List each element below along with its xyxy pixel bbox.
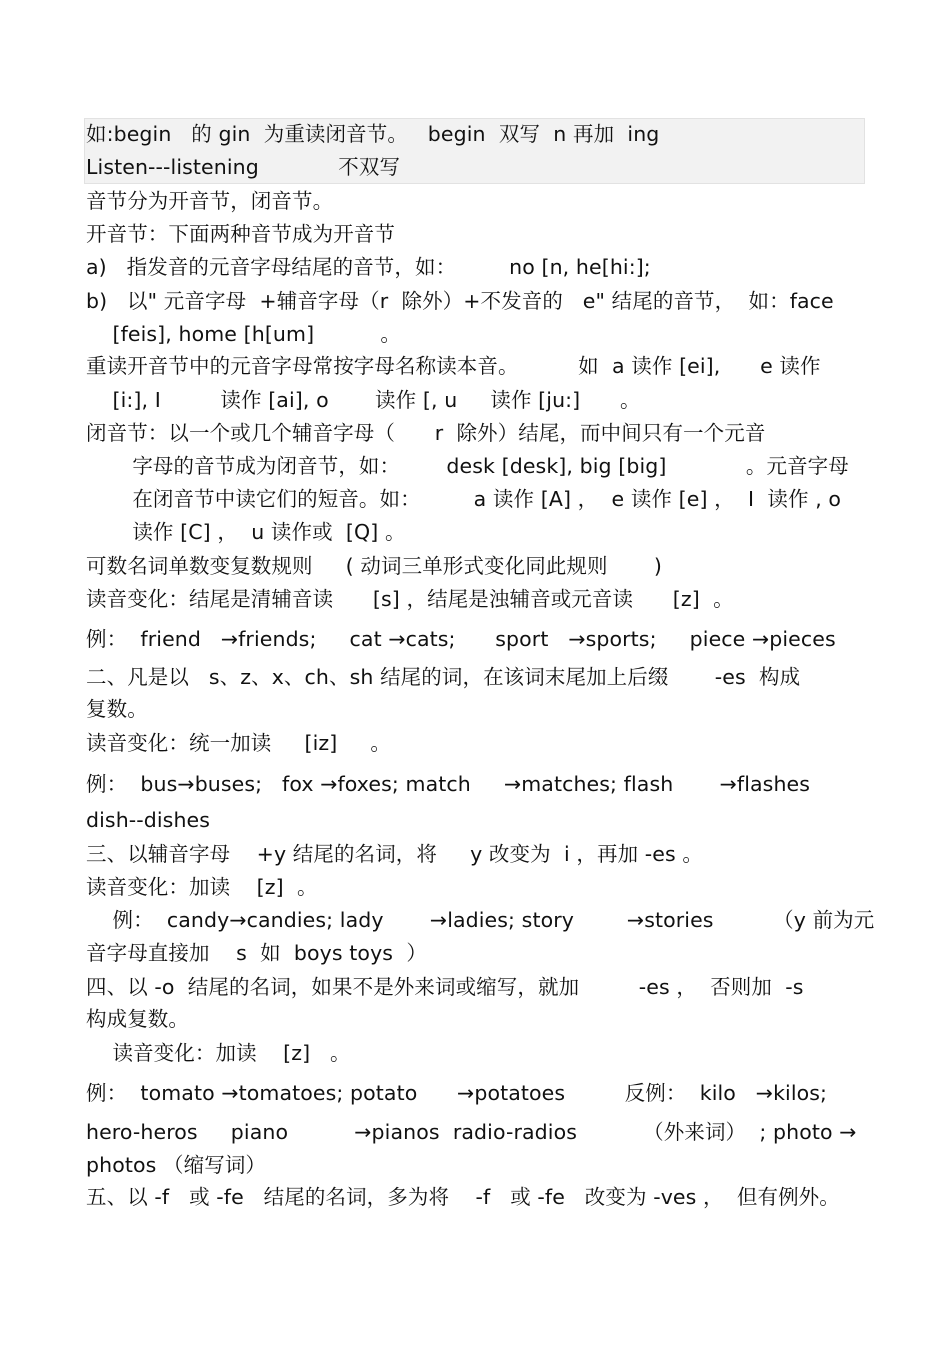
- text-line: [i:], I 读作 [ai], o 读作 [, u 读作 [ju:] 。: [86, 388, 641, 412]
- text-line: a) 指发音的元音字母结尾的音节，如： no [n, he[hi:];: [86, 255, 651, 279]
- text-line: 例： candy→candies; lady →ladies; story →stories （y 前为元: [86, 908, 875, 932]
- text-line: hero-heros piano →pianos radio-radios （外来词） ; photo →: [86, 1120, 857, 1144]
- text-line: 二、凡是以 s、z、x、ch、sh 结尾的词，在该词末尾加上后缀 -es 构成: [86, 665, 801, 689]
- text-line: 可数名词单数变复数规则 ( 动词三单形式变化同此规则 ): [86, 554, 663, 578]
- text-line: 读音变化：结尾是清辅音读 [s] ，结尾是浊辅音或元音读 [z] 。: [86, 587, 734, 611]
- text-line: 三、以辅音字母 +y 结尾的名词，将 y 改变为 i ，再加 -es 。: [86, 842, 703, 866]
- text-line: [feis], home [h[um] 。: [86, 322, 401, 346]
- text-line: 开音节：下面两种音节成为开音节: [86, 222, 395, 246]
- text-line: 在闭音节中读它们的短音。如： a 读作 [A] ， e 读作 [e] ， I 读作 , o: [86, 487, 842, 511]
- text-line: 五、以 -f 或 -fe 结尾的名词，多为将 -f 或 -fe 改变为 -ves ， 但有例外。: [86, 1185, 840, 1209]
- text-line: 字母的音节成为闭音节，如： desk [desk], big [big] 。元音字母: [86, 454, 849, 478]
- text-line: 读音变化：加读 [z] 。: [86, 875, 318, 899]
- text-line: 重读开音节中的元音字母常按字母名称读本音。 如 a 读作 [ei], e 读作: [86, 354, 821, 378]
- text-line: 读音变化：统一加读 [iz] 。: [86, 731, 392, 755]
- text-line: dish--dishes: [86, 808, 211, 832]
- example-line-begin: 如:begin 的 gin 为重读闭音节。 begin 双写 n 再加 ing: [86, 122, 660, 146]
- text-line: 例： tomato →tomatoes; potato →potatoes 反例： kilo →kilos;: [86, 1081, 828, 1105]
- text-line: 闭音节：以一个或几个辅音字母（ r 除外）结尾，而中间只有一个元音: [86, 421, 766, 445]
- text-line: 读音变化：加读 [z] 。: [86, 1041, 351, 1065]
- text-line: 例： friend →friends; cat →cats; sport →sports; piece →pieces: [86, 627, 836, 651]
- text-line: 四、以 -o 结尾的名词，如果不是外来词或缩写，就加 -es ， 否则加 -s: [86, 975, 804, 999]
- text-line: 例： bus→buses; fox →foxes; match →matches; flash →flashes: [86, 772, 811, 796]
- text-line: b) 以" 元音字母 +辅音字母（r 除外）+不发音的 e" 结尾的音节， 如：face: [86, 289, 834, 313]
- text-line: photos （缩写词）: [86, 1153, 267, 1177]
- text-line: 复数。: [86, 697, 148, 721]
- text-line: 读作 [C] ， u 读作或 [Q] 。: [86, 520, 406, 544]
- example-line-listen: Listen---listening 不双写: [86, 155, 401, 179]
- text-line: 音节分为开音节，闭音节。: [86, 189, 334, 213]
- text-line: 构成复数。: [86, 1007, 189, 1031]
- text-line: 音字母直接加 s 如 boys toys ）: [86, 941, 427, 965]
